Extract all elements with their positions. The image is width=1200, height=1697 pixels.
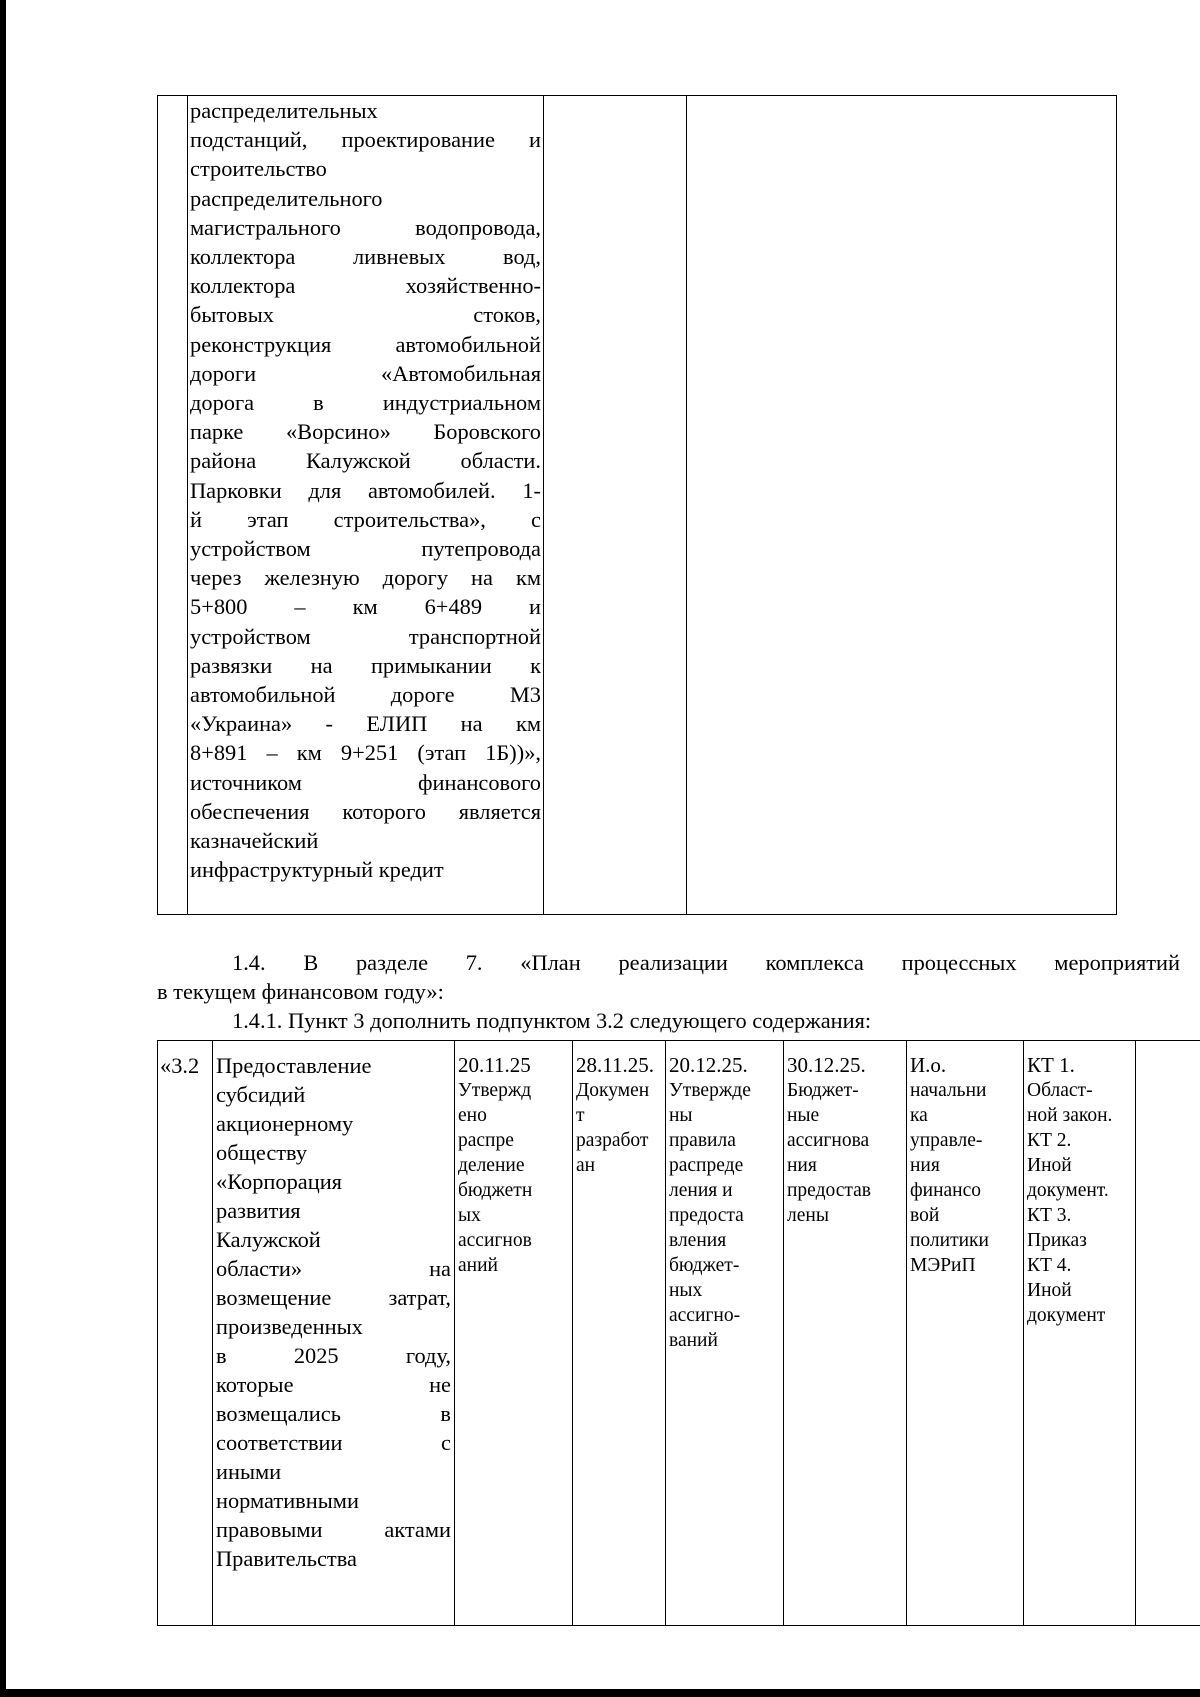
- text-line: Предоставление: [216, 1053, 372, 1078]
- continuation-table: [157, 95, 1175, 915]
- row-number: «3.2: [158, 1041, 213, 1626]
- text-line: лены: [787, 1205, 829, 1226]
- text-line: ния: [910, 1155, 940, 1176]
- scan-bottom-edge: [0, 1689, 1200, 1697]
- text-line: финансо: [910, 1180, 982, 1201]
- text-line: Иной: [1027, 1280, 1072, 1301]
- text-line: Приказ: [1027, 1230, 1087, 1251]
- text-line: обеспечения которого является: [190, 798, 541, 824]
- text-line: 5+800 – км 6+489 и: [190, 594, 541, 620]
- text-line: распре: [458, 1130, 514, 1151]
- text-line: иными: [216, 1459, 282, 1484]
- text-line: предоста: [669, 1205, 744, 1226]
- text-line: развязки на примыкании к: [190, 652, 541, 678]
- text-line: т: [576, 1105, 585, 1126]
- text-line: ассигнов: [458, 1230, 532, 1251]
- cell-date: 28.11.25.: [576, 1053, 654, 1077]
- text-line: произведенных: [216, 1314, 363, 1339]
- text-line: ых: [458, 1205, 481, 1226]
- text-line: й этап строительства», с: [190, 506, 541, 532]
- text-line: КТ 1.: [1027, 1053, 1075, 1077]
- text-line: через железную дорогу на км: [190, 565, 541, 591]
- text-line: документ: [1027, 1305, 1106, 1326]
- text-line: Правительства: [216, 1546, 357, 1571]
- cell-control-1: [455, 1041, 573, 1626]
- text-line: распреде: [669, 1155, 744, 1176]
- cell-date: 20.11.25: [458, 1053, 531, 1077]
- text-line: ено: [458, 1105, 487, 1126]
- text-line: Калужской: [216, 1227, 321, 1252]
- text-line: документ.: [1027, 1180, 1109, 1201]
- text-line: области» на: [216, 1256, 451, 1281]
- text-line: И.о.: [910, 1053, 947, 1077]
- text-line: субсидий: [216, 1082, 306, 1107]
- text-line: нормативными: [216, 1488, 359, 1513]
- text-line: подстанций, проектирование и: [190, 127, 541, 153]
- text-line: возмещались в: [216, 1401, 451, 1426]
- text-line: правовыми актами: [216, 1517, 451, 1542]
- text-line: ния: [787, 1155, 817, 1176]
- table-cell-description: [188, 96, 544, 915]
- text-line: ны: [669, 1105, 693, 1126]
- text-line: строительство: [190, 156, 327, 182]
- text-line: КТ 4.: [1027, 1255, 1072, 1276]
- text-line: ления и: [669, 1180, 733, 1201]
- text-line: возмещение затрат,: [216, 1285, 451, 1310]
- text-line: деление: [458, 1155, 525, 1176]
- text-line: начальни: [910, 1080, 987, 1101]
- cell-control-2: [573, 1041, 666, 1626]
- text-line: ан: [576, 1155, 596, 1176]
- cell-date: 20.12.25.: [669, 1053, 748, 1077]
- table-row: [158, 1041, 1200, 1626]
- cell-documents: [1024, 1041, 1136, 1626]
- text-line: политики: [910, 1230, 989, 1251]
- text-line: парке «Ворсино» Боровского: [190, 419, 541, 445]
- table-cell-empty: [1117, 96, 1175, 915]
- text-line: ной закон.: [1027, 1105, 1113, 1126]
- text-line: Утвержд: [458, 1080, 532, 1101]
- cell-control-4: [784, 1041, 907, 1626]
- cell-control-3: [666, 1041, 784, 1626]
- text-line: управле-: [910, 1130, 983, 1151]
- text-line: устройством путепровода: [190, 536, 541, 562]
- text-line: источником финансового: [190, 769, 541, 795]
- text-line: Парковки для автомобилей. 1-: [190, 477, 541, 503]
- cell-date: 30.12.25.: [787, 1053, 866, 1077]
- text-line: ные: [787, 1105, 820, 1126]
- text-line: Област-: [1027, 1080, 1093, 1101]
- text-line: КТ 3.: [1027, 1205, 1072, 1226]
- text-line: вой: [910, 1205, 940, 1226]
- text-line: распределительных: [190, 98, 378, 123]
- text-line: бюджет-: [669, 1255, 740, 1276]
- text-line: коллектора хозяйственно-: [190, 273, 541, 299]
- text-line: разработ: [576, 1130, 649, 1151]
- text-line: правила: [669, 1130, 736, 1151]
- text-line: казначейский: [190, 828, 319, 854]
- text-line: ных: [669, 1280, 703, 1301]
- text-line: магистрального водопровода,: [190, 214, 541, 240]
- text-line: соответствии с: [216, 1430, 451, 1455]
- text-line: КТ 2.: [1027, 1130, 1072, 1151]
- text-line: устройством транспортной: [190, 623, 541, 649]
- text-line: инфраструктурный кредит: [190, 857, 444, 883]
- table-cell-empty: [687, 96, 1117, 915]
- text-line: ассигнова: [787, 1130, 870, 1151]
- text-line: Иной: [1027, 1155, 1072, 1176]
- text-line: обществу: [216, 1140, 308, 1165]
- text-line: развития: [216, 1198, 301, 1223]
- text-line: дорога в индустриальном: [190, 390, 541, 416]
- text-line: бытовых стоков,: [190, 302, 541, 328]
- table-row: [158, 96, 1175, 915]
- text-line: Докумен: [576, 1080, 650, 1101]
- text-line: распределительного: [190, 185, 383, 211]
- text-line: «Украина» - ЕЛИП на км: [190, 711, 541, 737]
- text-line: реконструкция автомобильной: [190, 331, 541, 357]
- text-line: Утвержде: [669, 1080, 751, 1101]
- paragraph-1-4-cont: в текущем финансовом году»:: [157, 979, 444, 1004]
- text-line: которые не: [216, 1372, 451, 1397]
- text-line: района Калужской области.: [190, 448, 541, 474]
- text-line: аний: [458, 1255, 498, 1276]
- text-line: автомобильной дороге М3: [190, 682, 541, 708]
- text-line: дороги «Автомобильная: [190, 360, 541, 386]
- plan-table: [157, 1040, 1200, 1626]
- text-line: ваний: [669, 1330, 718, 1351]
- text-line: ассигно-: [669, 1305, 741, 1326]
- text-line: в 2025 году,: [216, 1343, 451, 1368]
- text-line: 8+891 – км 9+251 (этап 1Б))»,: [190, 740, 541, 766]
- text-line: акционерному: [216, 1111, 354, 1136]
- text-line: вления: [669, 1230, 727, 1251]
- paragraph-1-4: 1.4. В разделе 7. «План реализации комплекса процессных мероприятий: [232, 950, 1180, 975]
- scan-left-edge: [0, 0, 6, 1697]
- text-line: предостав: [787, 1180, 872, 1201]
- paragraph-1-4-1: 1.4.1. Пункт 3 дополнить подпунктом 3.2 следующего содержания:: [232, 1008, 872, 1033]
- table-cell-number: [158, 96, 188, 915]
- table-cell-empty: [544, 96, 687, 915]
- cell-responsible: [907, 1041, 1024, 1626]
- row-description: [213, 1041, 455, 1626]
- table-cell-empty: [1136, 1041, 1200, 1626]
- text-line: МЭРиП: [910, 1255, 976, 1276]
- text-line: «Корпорация: [216, 1169, 342, 1194]
- text-line: Бюджет-: [787, 1080, 859, 1101]
- text-line: ка: [910, 1105, 928, 1126]
- text-line: коллектора ливневых вод,: [190, 244, 541, 270]
- text-line: бюджетн: [458, 1180, 533, 1201]
